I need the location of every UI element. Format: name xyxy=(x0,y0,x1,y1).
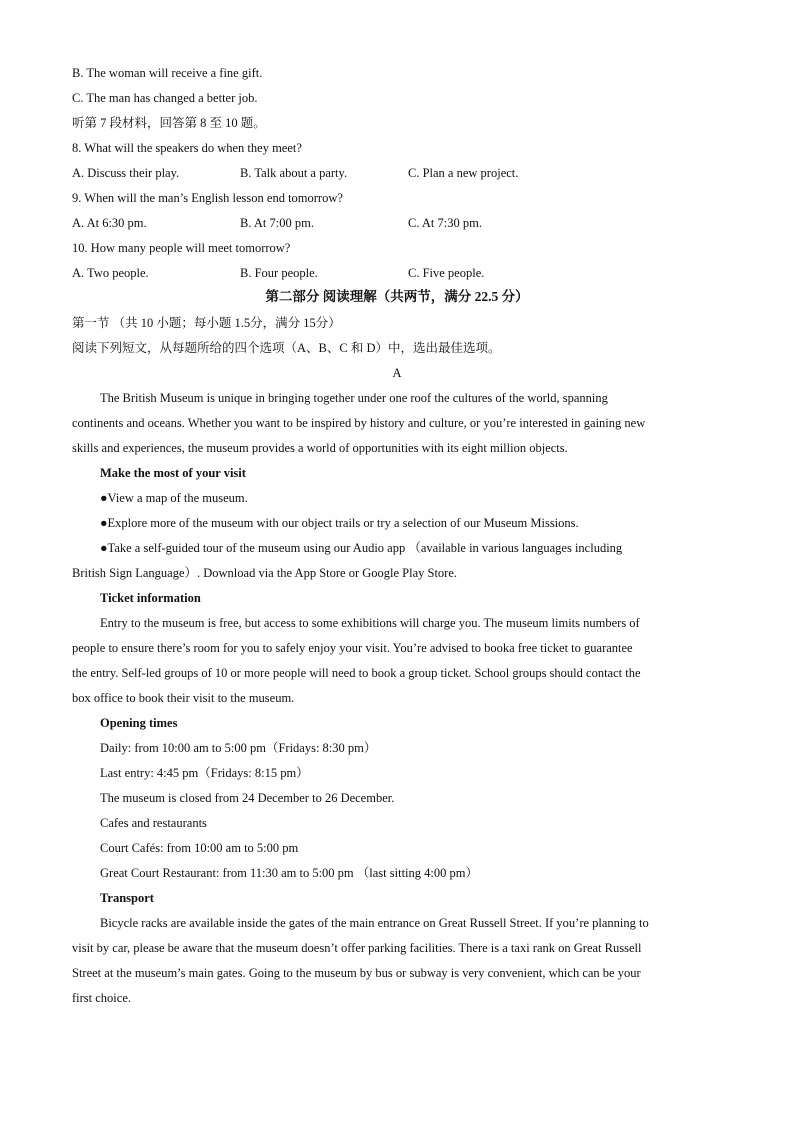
visit-item: ●View a map of the museum. xyxy=(100,491,248,505)
intro-line: The British Museum is unique in bringing together under one roof the cultures of the world, spanning xyxy=(100,391,608,405)
question-8: 8. What will the speakers do when they meet? xyxy=(72,141,302,155)
opening-line: Great Court Restaurant: from 11:30 am to 5:00 pm （last sitting 4:00 pm） xyxy=(100,866,478,880)
q9-option-a: A. At 6:30 pm. xyxy=(72,216,147,230)
opening-line: Daily: from 10:00 am to 5:00 pm（Fridays: 8:30 pm） xyxy=(100,741,377,755)
intro-line: continents and oceans. Whether you want to be inspired by history and culture, or you’re interested in gaining new xyxy=(72,416,646,430)
q9-option-c: C. At 7:30 pm. xyxy=(408,216,482,230)
opening-heading: Opening times xyxy=(100,716,178,730)
q7-option-b: B. The woman will receive a fine gift. xyxy=(72,66,263,80)
question-9: 9. When will the man’s English lesson end tomorrow? xyxy=(72,191,343,205)
ticket-line: the entry. Self-led groups of 10 or more people will need to book a group ticket. School groups should contact the xyxy=(72,666,641,680)
ticket-line: people to ensure there’s room for you to safely enjoy your visit. You’re advised to booka free ticket to guarantee xyxy=(72,641,633,655)
transport-line: Street at the museum’s main gates. Going to the museum by bus or subway is very convenient, which can be your xyxy=(72,966,641,980)
listening-instruction-7: 听第 7 段材料，回答第 8 至 10 题。 xyxy=(72,116,266,130)
transport-line: visit by car, please be aware that the museum doesn’t offer parking facilities. There is a taxi rank on Great Russell xyxy=(72,941,642,955)
visit-item: ●Take a self-guided tour of the museum using our Audio app （available in various languages including xyxy=(100,541,623,555)
q9-option-b: B. At 7:00 pm. xyxy=(240,216,314,230)
opening-line: The museum is closed from 24 December to 26 December. xyxy=(100,791,395,805)
ticket-line: box office to book their visit to the museum. xyxy=(72,691,295,705)
visit-item-continued: British Sign Language）. Download via the App Store or Google Play Store. xyxy=(72,566,458,580)
section-heading: 第一节 （共 10 小题；每小题 1.5分，满分 15分） xyxy=(72,316,341,330)
q7-option-c: C. The man has changed a better job. xyxy=(72,91,258,105)
opening-line: Court Cafés: from 10:00 am to 5:00 pm xyxy=(100,841,299,855)
ticket-line: Entry to the museum is free, but access to some exhibitions will charge you. The museum limits numbers of xyxy=(100,616,640,630)
visit-heading: Make the most of your visit xyxy=(100,466,246,480)
q8-option-a: A. Discuss their play. xyxy=(72,166,180,180)
opening-line: Last entry: 4:45 pm（Fridays: 8:15 pm） xyxy=(100,766,309,780)
q10-option-c: C. Five people. xyxy=(408,266,485,280)
transport-line: Bicycle racks are available inside the gates of the main entrance on Great Russell Street. If you’re planning to xyxy=(100,916,649,930)
q8-option-b: B. Talk about a party. xyxy=(240,166,348,180)
intro-line: skills and experiences, the museum provides a world of opportunities with its eight million objects. xyxy=(72,441,568,455)
opening-line: Cafes and restaurants xyxy=(100,816,207,830)
reading-instruction: 阅读下列短文，从每题所给的四个选项（A、B、C 和 D）中，选出最佳选项。 xyxy=(72,341,501,355)
visit-item: ●Explore more of the museum with our object trails or try a selection of our Museum Missions. xyxy=(100,516,579,530)
q8-option-c: C. Plan a new project. xyxy=(408,166,519,180)
passage-label: A xyxy=(392,366,402,380)
transport-line: first choice. xyxy=(72,991,132,1005)
ticket-heading: Ticket information xyxy=(100,591,201,605)
q10-option-b: B. Four people. xyxy=(240,266,318,280)
transport-heading: Transport xyxy=(100,891,154,905)
part-title: 第二部分 阅读理解（共两节，满分 22.5 分） xyxy=(265,289,529,304)
q10-option-a: A. Two people. xyxy=(72,266,149,280)
question-10: 10. How many people will meet tomorrow? xyxy=(72,241,291,255)
